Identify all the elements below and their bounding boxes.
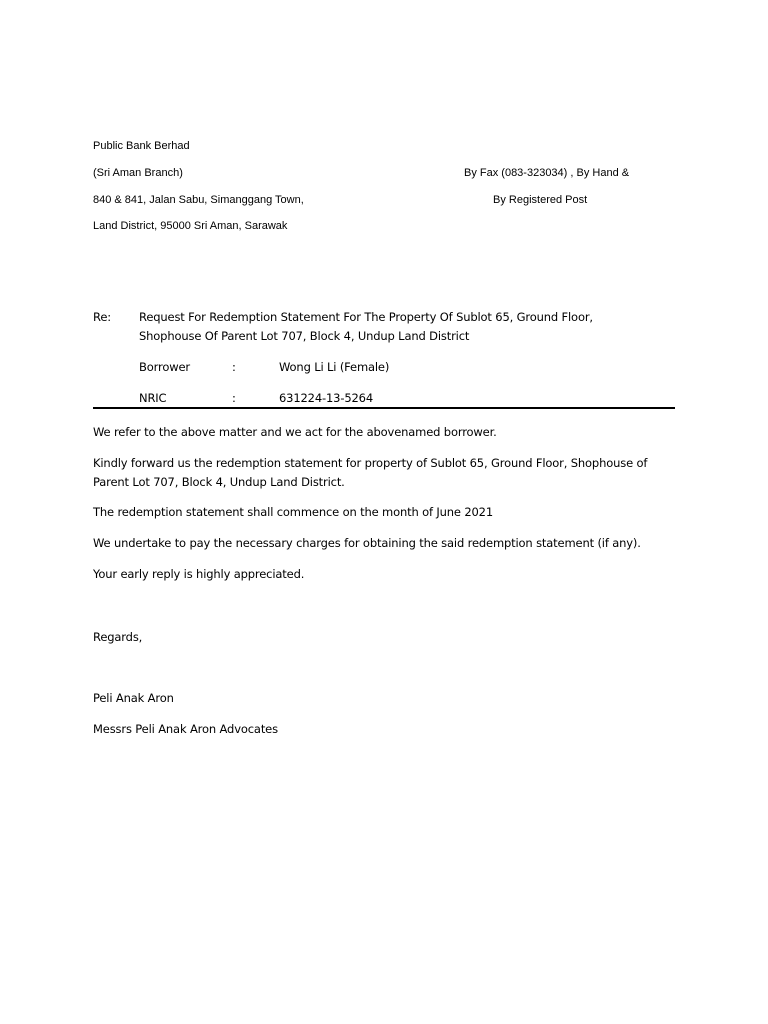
subject-line: Shophouse Of Parent Lot 707, Block 4, Undup Land District bbox=[139, 329, 470, 343]
recipient-name: Public Bank Berhad bbox=[93, 140, 190, 152]
delivery-method: By Fax (083-323034) , By Hand & bbox=[464, 167, 630, 179]
salutation: Regards, bbox=[93, 630, 143, 644]
recipient-address-line: Land District, 95000 Sri Aman, Sarawak bbox=[93, 220, 288, 232]
body-paragraph: Kindly forward us the redemption statement for property of Sublot 65, Ground Floor, Shophouse of bbox=[93, 456, 648, 470]
borrower-value: Wong Li Li (Female) bbox=[279, 360, 390, 374]
body-paragraph: The redemption statement shall commence on the month of June 2021 bbox=[93, 505, 494, 519]
recipient-branch: (Sri Aman Branch) bbox=[93, 167, 183, 179]
borrower-colon: : bbox=[232, 360, 236, 374]
body-paragraph: Your early reply is highly appreciated. bbox=[93, 567, 305, 581]
recipient-address-line: 840 & 841, Jalan Sabu, Simanggang Town, bbox=[93, 194, 304, 206]
body-paragraph: We undertake to pay the necessary charges for obtaining the said redemption statement (if any). bbox=[93, 536, 641, 550]
body-paragraph: We refer to the above matter and we act for the abovenamed borrower. bbox=[93, 425, 497, 439]
nric-value: 631224-13-5264 bbox=[279, 391, 373, 405]
delivery-method: By Registered Post bbox=[493, 194, 588, 206]
firm-name: Messrs Peli Anak Aron Advocates bbox=[93, 722, 278, 736]
body-paragraph: Parent Lot 707, Block 4, Undup Land District. bbox=[93, 475, 345, 489]
nric-colon: : bbox=[232, 391, 236, 405]
signatory-name: Peli Anak Aron bbox=[93, 691, 174, 705]
nric-label: NRIC bbox=[139, 391, 167, 405]
borrower-label: Borrower bbox=[139, 360, 190, 374]
reference-divider bbox=[93, 407, 675, 409]
reference-label: Re: bbox=[93, 310, 111, 324]
subject-line: Request For Redemption Statement For The Property Of Sublot 65, Ground Floor, bbox=[139, 310, 593, 324]
